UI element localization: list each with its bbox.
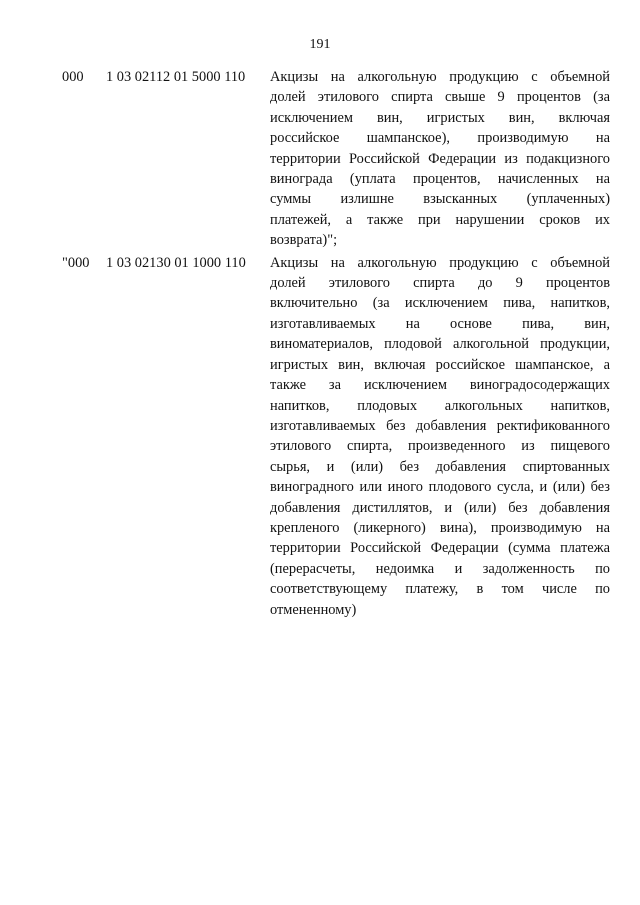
table-row xyxy=(62,67,610,251)
description-line: изготавливаемых без добавления ректификованного xyxy=(270,417,610,434)
description-line: этилового спирта, произведенного из пищевого xyxy=(270,438,610,455)
description-line: территории Российской Федерации из подакцизного xyxy=(270,150,610,167)
description-line: также за исключением виноградосодержащих xyxy=(270,377,610,394)
kbk-code: 1 03 02112 01 5000 110 xyxy=(106,69,246,85)
description-line: российское шампанское), производимую на xyxy=(270,130,610,147)
description-line: долей этилового спирта свыше 9 процентов (за xyxy=(270,89,610,106)
description-line: виноградного или иного плодового сусла, и (или) без xyxy=(270,479,610,496)
admin-code: "000 xyxy=(62,254,90,271)
description-line: платежей, а также при нарушении сроков их xyxy=(270,211,610,228)
description-line: территории Российской Федерации (сумма платежа xyxy=(270,540,610,557)
description-line: сырья, и (или) без добавления спиртованных xyxy=(270,458,610,475)
kbk-code: 1 03 02130 01 1000 110 xyxy=(106,254,246,271)
description-line: крепленого (ликерного) вина), производимую на xyxy=(270,519,610,536)
description-line: напитков, плодовых алкогольных напитков, xyxy=(270,397,610,414)
page-number: 191 xyxy=(309,37,331,52)
description-line: возврата)"; xyxy=(270,232,338,249)
table-row xyxy=(62,253,610,620)
description-line: исключением вин, игристых вин, включая xyxy=(270,109,610,126)
description-line: долей этилового спирта до 9 процентов xyxy=(270,275,610,292)
description-line: суммы излишне взысканных (уплаченных) xyxy=(270,191,610,208)
description-line: виноматериалов, плодовой алкогольной продукции, xyxy=(270,336,610,353)
description-line: (перерасчеты, недоимка и задолженность по xyxy=(270,560,610,577)
description-line: отмененному) xyxy=(270,601,357,618)
admin-code: 000 xyxy=(62,69,84,85)
description-line: изготавливаемых на основе пива, вин, xyxy=(270,315,610,332)
description-line: винограда (уплата процентов, начисленных на xyxy=(270,171,610,188)
description-line: Акцизы на алкогольную продукцию с объемной xyxy=(270,254,610,271)
description-line: соответствующему платежу, в том числе по xyxy=(270,581,610,598)
entry-description xyxy=(270,253,610,620)
budget-code-table xyxy=(62,67,610,620)
entry-description xyxy=(270,67,610,251)
description-line: Акцизы на алкогольную продукцию с объемной xyxy=(270,69,610,85)
description-line: включительно (за исключением пива, напитков, xyxy=(270,295,610,312)
description-line: добавления дистиллятов, и (или) без добавления xyxy=(270,499,610,516)
description-line: игристых вин, включая российское шампанское, а xyxy=(270,356,610,373)
